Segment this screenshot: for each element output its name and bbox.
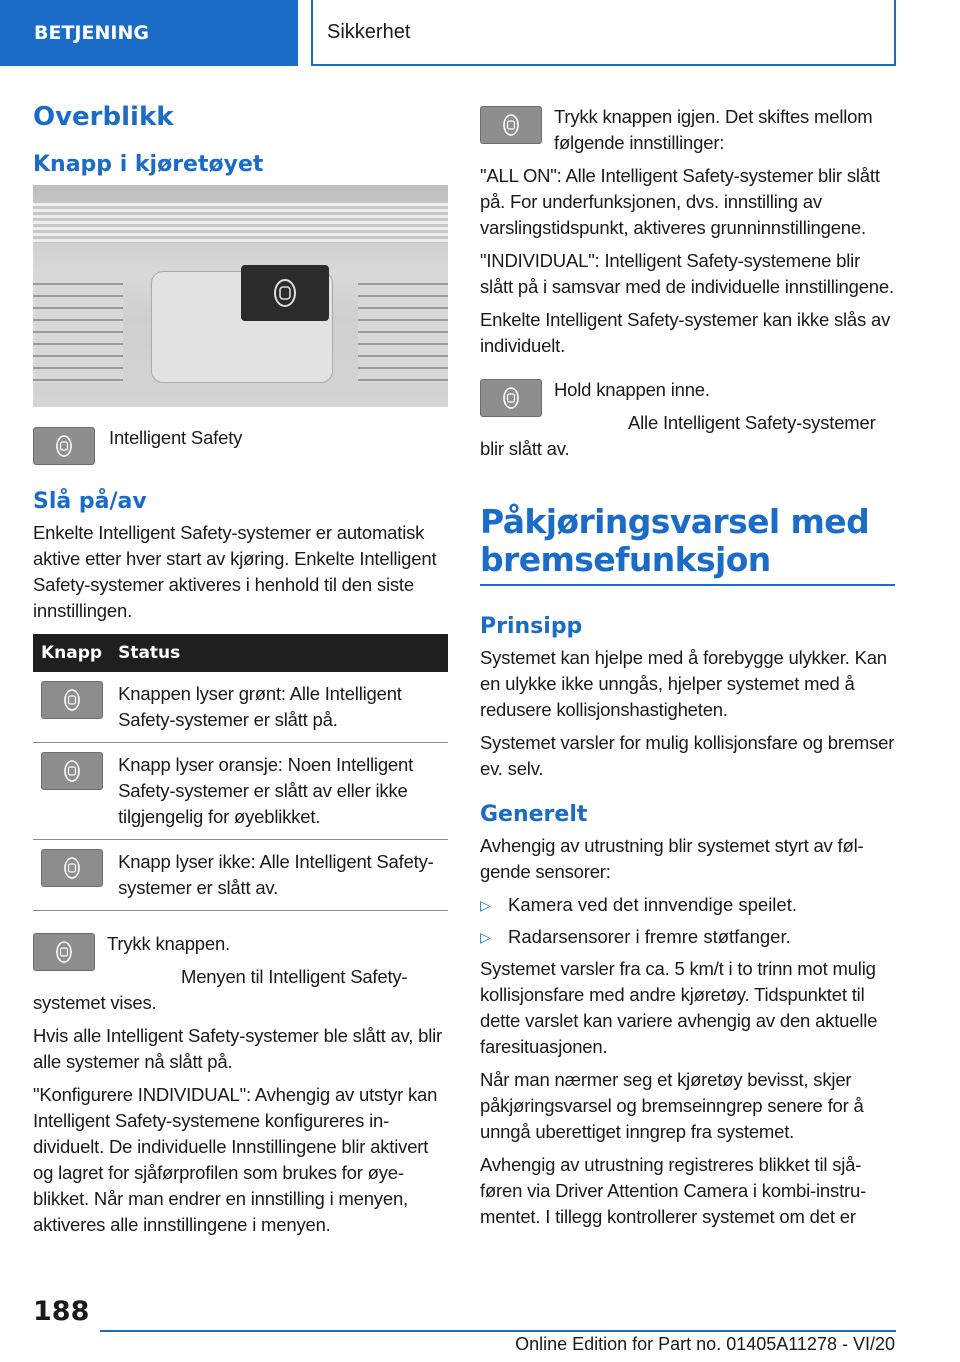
intelligent-safety-icon (41, 681, 103, 719)
press-again-text: Trykk knappen igjen. Det skiftes mellom følgende innstillinger: (554, 106, 873, 153)
principle-paragraph-1: Systemet kan hjelpe med å forebygge ulykker. Kan en ulykke ikke unngås, hjelper systemet med å redusere kollisjonshastigheten. (480, 647, 887, 720)
footer-edition: Online Edition for Part no. 01405A11278 - VI/20 (515, 1334, 895, 1354)
left-column (33, 96, 448, 1245)
intelligent-safety-icon (41, 849, 103, 887)
button-in-vehicle-subtitle: Knapp i kjøretøyet (33, 152, 264, 177)
general-paragraph-4: Avhengig av utrustning registreres blikket til sjåføren via Driver Attention Camera i kombi-instrumentet. I tillegg kontrollerer systemet om det er (480, 1154, 867, 1227)
status-table (33, 634, 448, 911)
status-text: Knapp lyser ikke: Alle Intelligent Safety-systemer er slått av. (110, 840, 448, 911)
general-paragraph-3: Når man nærmer seg et kjøretøy bevisst, skjer påkjøringsvarsel og bremseinngrep senere for å unngå uberettiget inngrep fra systemet. (480, 1069, 864, 1142)
paragraph-all-off: Hvis alle Intelligent Safety-systemer ble slått av, blir alle systemer nå slått på. (33, 1025, 442, 1072)
intelligent-safety-icon (33, 933, 95, 971)
general-paragraph-2: Systemet varsler fra ca. 5 km/t i to trinn mot mulig kollisjonsfare med andre kjøretøy. Tidspunktet til dette varslet kan variere avhengig av den aktuelle faresituasjonen. (480, 958, 878, 1057)
header-section-tab: BETJENING (0, 0, 298, 66)
triangle-bullet-icon: ▷ (480, 929, 491, 945)
intelligent-safety-icon (480, 106, 542, 144)
button-caption-row (33, 425, 448, 465)
hold-line-1: Hold knappen inne. (554, 379, 710, 400)
table-header-button: Knapp (33, 634, 110, 672)
header-topic-tab: Sikkerhet (311, 0, 896, 66)
table-row (33, 743, 448, 840)
intelligent-safety-icon (41, 752, 103, 790)
status-text: Knapp lyser oransje: Noen Intelligent Safety-systemer er slått av eller ikke tilgjengelig for øyeblikket. (110, 743, 448, 840)
overview-title: Overblikk (33, 102, 174, 132)
hold-instruction (480, 377, 895, 462)
individual-text: "INDIVIDUAL": Intelligent Safety-systemene blir slått på i samsvar med de individuelle innstillingene. (480, 250, 894, 297)
general-title: Generelt (480, 802, 588, 827)
table-row (33, 840, 448, 911)
press-line-1: Trykk knappen. (107, 933, 230, 954)
triangle-bullet-icon: ▷ (480, 897, 491, 913)
principle-paragraph-2: Systemet varsler for mulig kollisjonsfare og bremser ev. selv. (480, 732, 895, 779)
status-text: Knappen lyser grønt: Alle Intelligent Safety-systemer er slått på. (110, 672, 448, 743)
button-caption: Intelligent Safety (109, 427, 243, 448)
paragraph-configure-individual: "Konfigurere INDIVIDUAL": Avhengig av utstyr kan Intelligent Safety-systemene konfigureres individuelt. De individuelle Innstillingene blir aktivert og lagret for sjåførprofilen som brukes for øyeblikket. Når man endrer en innstilling i menyen, aktiveres alle innstillingene i menyen. (33, 1084, 438, 1235)
intelligent-safety-icon (33, 427, 95, 465)
list-item: ▷ Kamera ved det innvendige speilet. (480, 892, 895, 918)
footer-divider (100, 1330, 896, 1332)
dashboard-photo (33, 185, 448, 407)
table-row (33, 672, 448, 743)
collision-warning-title: Påkjøringsvarsel med bremsefunksjon (480, 503, 895, 586)
on-off-intro: Enkelte Intelligent Safety-systemer er automatisk aktive etter hver start av kjøring. Enkelte Intelligent Safety-systemer aktiveres i henhold til den siste innstillingen. (33, 522, 437, 621)
right-column (480, 96, 895, 1237)
hold-line-2: Alle Intelligent Safety-systemer blir slått av. (480, 412, 876, 459)
press-instruction (33, 931, 448, 1016)
press-line-2: Menyen til Intelligent Safety-systemet vises. (33, 966, 408, 1013)
intelligent-safety-icon (241, 265, 329, 321)
principle-title: Prinsipp (480, 614, 583, 639)
list-item: ▷ Radarsensorer i fremre støtfanger. (480, 924, 895, 950)
general-paragraph-1: Avhengig av utrustning blir systemet styrt av følgende sensorer: (480, 835, 864, 882)
table-header-status: Status (110, 634, 448, 672)
all-on-text: "ALL ON": Alle Intelligent Safety-systemer blir slått på. For underfunksjonen, dvs. innstilling av varslingstidspunkt, aktiveres grunninnstillingene. (480, 165, 880, 238)
not-individual-text: Enkelte Intelligent Safety-systemer kan ikke slås av individuelt. (480, 309, 891, 356)
intelligent-safety-icon (480, 379, 542, 417)
page-number: 188 (33, 1296, 90, 1327)
sensor-list (480, 892, 895, 950)
on-off-title: Slå på/av (33, 489, 147, 514)
press-again-instruction (480, 104, 895, 156)
